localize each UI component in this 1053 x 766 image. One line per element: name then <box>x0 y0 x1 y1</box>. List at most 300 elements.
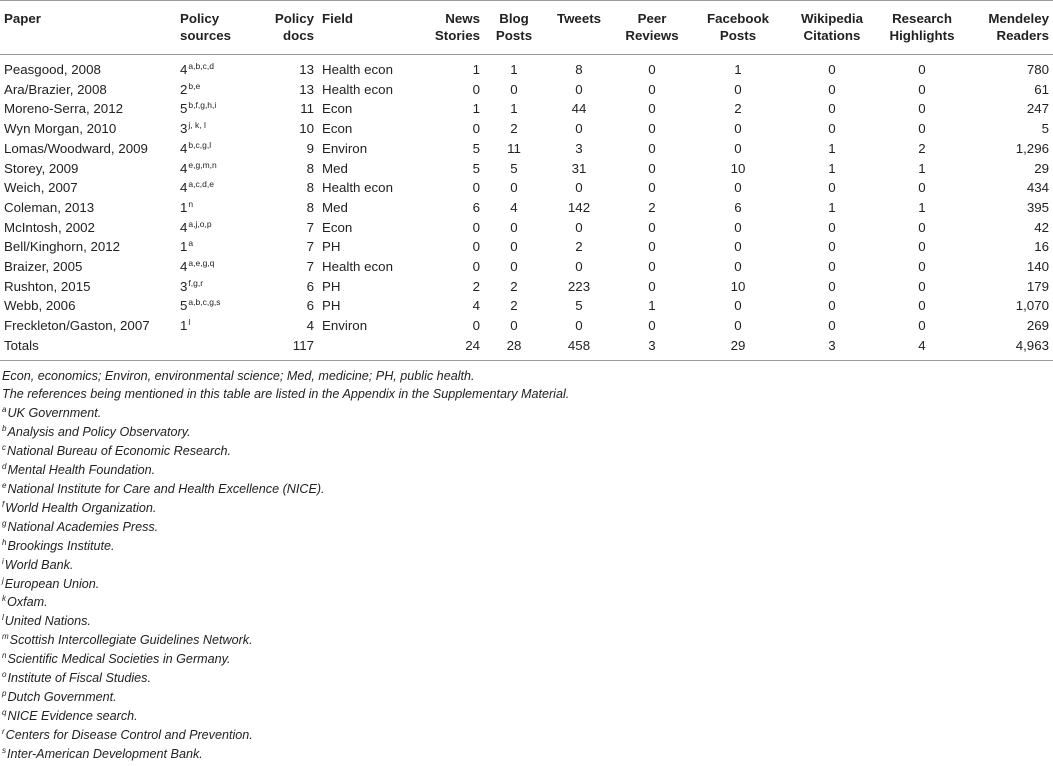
cell-paper <box>0 198 176 218</box>
cell-news-stories-value: 4 <box>472 298 480 314</box>
table-row <box>0 218 1053 238</box>
header-blog-posts: Blog Posts <box>484 1 544 55</box>
footnote-text: National Bureau of Economic Research. <box>7 444 232 459</box>
cell-research-highlights-value: 0 <box>918 180 926 196</box>
cell-mendeley-readers-value: 269 <box>1026 318 1049 334</box>
cell-facebook-posts <box>690 119 786 139</box>
cell-policy-sources <box>176 178 260 198</box>
cell-news-stories <box>414 237 484 257</box>
cell-wikipedia-citations-value: 3 <box>828 337 836 353</box>
cell-peer-reviews-value: 0 <box>648 101 656 117</box>
cell-blog-posts-value: 2 <box>510 278 518 294</box>
cell-wikipedia-citations-value: 0 <box>828 239 836 255</box>
footnote-item <box>2 499 1053 518</box>
cell-wikipedia-citations <box>786 277 878 297</box>
footnote-marker: f,g,r <box>188 277 204 288</box>
cell-facebook-posts-value: 0 <box>734 81 742 97</box>
cell-wikipedia-citations <box>786 178 878 198</box>
cell-field-value: Health econ <box>322 62 393 77</box>
cell-paper <box>0 159 176 179</box>
cell-wikipedia-citations-value: 0 <box>828 219 836 235</box>
cell-peer-reviews-value: 0 <box>648 81 656 97</box>
cell-news-stories-value: 0 <box>472 318 480 334</box>
cell-policy-docs-value: 8 <box>306 199 314 215</box>
cell-peer-reviews-value: 0 <box>648 121 656 137</box>
cell-wikipedia-citations-value: 0 <box>828 259 836 275</box>
cell-policy-sources <box>176 277 260 297</box>
cell-field-value: Health econ <box>322 180 393 196</box>
cell-policy-docs <box>260 336 318 360</box>
cell-field <box>318 296 414 316</box>
cell-mendeley-readers-value: 179 <box>1026 278 1049 294</box>
cell-policy-sources <box>176 218 260 238</box>
cell-peer-reviews <box>614 139 690 159</box>
cell-blog-posts <box>484 198 544 218</box>
cell-wikipedia-citations <box>786 55 878 80</box>
cell-field-value: Environ <box>322 140 368 156</box>
footnote-text: Institute of Fiscal Studies. <box>7 671 151 686</box>
cell-facebook-posts-value: 0 <box>734 121 742 137</box>
cell-field-value: Med <box>322 160 348 176</box>
cell-mendeley-readers <box>966 237 1053 257</box>
cell-news-stories <box>414 55 484 80</box>
cell-paper <box>0 237 176 257</box>
cell-tweets <box>544 159 614 179</box>
table-row <box>0 178 1053 198</box>
footnote-mark: k <box>2 594 6 604</box>
cell-policy-sources <box>176 119 260 139</box>
cell-research-highlights <box>878 237 966 257</box>
cell-blog-posts <box>484 159 544 179</box>
cell-policy-docs-value: 13 <box>299 81 314 97</box>
cell-wikipedia-citations-value: 0 <box>828 278 836 294</box>
cell-policy-docs <box>260 277 318 297</box>
footnote-text: United Nations. <box>4 614 91 629</box>
cell-blog-posts <box>484 257 544 277</box>
cell-policy-sources <box>176 198 260 218</box>
cell-policy-docs <box>260 80 318 100</box>
cell-mendeley-readers <box>966 277 1053 297</box>
cell-research-highlights-value: 0 <box>918 219 926 235</box>
cell-paper-value: McIntosh, 2002 <box>4 219 95 235</box>
cell-facebook-posts <box>690 316 786 336</box>
cell-wikipedia-citations-value: 0 <box>828 101 836 117</box>
cell-peer-reviews <box>614 257 690 277</box>
cell-news-stories <box>414 178 484 198</box>
cell-news-stories-value: 5 <box>472 160 480 176</box>
footnote-text: Scientific Medical Societies in Germany. <box>7 652 231 667</box>
footnote-marker: a,b,c,g,s <box>188 297 221 308</box>
cell-field <box>318 178 414 198</box>
cell-paper-value: Wyn Morgan, 2010 <box>4 121 117 137</box>
cell-field <box>318 316 414 336</box>
cell-tweets <box>544 198 614 218</box>
cell-facebook-posts-value: 2 <box>734 101 742 117</box>
footnote-marker: b,f,g,h,i <box>188 100 217 111</box>
cell-paper-value: Webb, 2006 <box>4 298 76 314</box>
cell-research-highlights <box>878 178 966 198</box>
cell-tweets-value: 0 <box>575 318 583 334</box>
cell-facebook-posts <box>690 80 786 100</box>
cell-mendeley-readers <box>966 218 1053 238</box>
footnote-marker: j, k, l <box>188 120 206 131</box>
cell-policy-docs <box>260 99 318 119</box>
cell-facebook-posts-value: 0 <box>734 259 742 275</box>
cell-news-stories <box>414 277 484 297</box>
cell-peer-reviews-value: 0 <box>648 259 656 275</box>
cell-peer-reviews <box>614 316 690 336</box>
cell-research-highlights <box>878 99 966 119</box>
cell-news-stories-value: 24 <box>465 337 480 353</box>
cell-paper-value: Lomas/Woodward, 2009 <box>4 140 148 156</box>
cell-peer-reviews <box>614 296 690 316</box>
cell-peer-reviews-value: 0 <box>648 62 656 77</box>
cell-peer-reviews <box>614 55 690 80</box>
footnote-text: European Union. <box>4 576 100 591</box>
cell-mendeley-readers <box>966 119 1053 139</box>
footnote-marker: a,b,c,d <box>188 61 214 71</box>
cell-tweets <box>544 119 614 139</box>
cell-research-highlights-value: 0 <box>918 259 926 275</box>
cell-policy-sources-value: 4 <box>180 259 188 275</box>
cell-policy-docs <box>260 178 318 198</box>
cell-mendeley-readers-value: 16 <box>1034 239 1049 255</box>
header-row <box>0 1 1053 55</box>
cell-policy-sources <box>176 139 260 159</box>
cell-paper-value: Totals <box>4 337 39 353</box>
cell-research-highlights-value: 0 <box>918 101 926 117</box>
cell-field <box>318 257 414 277</box>
cell-research-highlights <box>878 316 966 336</box>
cell-news-stories <box>414 99 484 119</box>
cell-policy-docs-value: 10 <box>299 121 314 137</box>
footnote-mark: a <box>2 405 7 415</box>
cell-wikipedia-citations <box>786 139 878 159</box>
cell-facebook-posts <box>690 237 786 257</box>
cell-policy-sources <box>176 257 260 277</box>
header-wikipedia-citations: Wikipedia Citations <box>786 1 878 55</box>
cell-blog-posts <box>484 139 544 159</box>
header-paper: Paper <box>0 1 176 55</box>
cell-research-highlights <box>878 119 966 139</box>
footnote-marker: b,c,g,l <box>188 139 212 150</box>
totals-row <box>0 336 1053 360</box>
footnote-item <box>2 537 1053 556</box>
cell-research-highlights-value: 1 <box>918 199 926 215</box>
cell-field <box>318 80 414 100</box>
footnote-text: National Academies Press. <box>7 519 159 534</box>
footnote-text: World Health Organization. <box>5 500 157 515</box>
cell-tweets <box>544 237 614 257</box>
cell-mendeley-readers <box>966 55 1053 80</box>
table-row <box>0 198 1053 218</box>
cell-facebook-posts <box>690 55 786 80</box>
footnote-item <box>2 518 1053 537</box>
cell-policy-sources <box>176 80 260 100</box>
cell-research-highlights-value: 2 <box>918 140 926 156</box>
cell-peer-reviews <box>614 218 690 238</box>
cell-field <box>318 277 414 297</box>
cell-mendeley-readers-value: 1,070 <box>1015 298 1049 314</box>
cell-tweets-value: 2 <box>575 239 583 255</box>
cell-paper-value: Weich, 2007 <box>4 180 78 196</box>
footnote-item <box>2 650 1053 669</box>
cell-wikipedia-citations-value: 0 <box>828 180 836 196</box>
cell-tweets <box>544 257 614 277</box>
cell-news-stories <box>414 198 484 218</box>
cell-policy-docs-value: 6 <box>306 298 314 314</box>
cell-news-stories <box>414 316 484 336</box>
cell-policy-sources-value: 1 <box>180 199 188 215</box>
cell-mendeley-readers-value: 5 <box>1041 121 1049 137</box>
cell-policy-docs <box>260 218 318 238</box>
cell-paper <box>0 99 176 119</box>
cell-policy-sources <box>176 296 260 316</box>
cell-research-highlights <box>878 55 966 80</box>
cell-wikipedia-citations-value: 0 <box>828 62 836 77</box>
cell-wikipedia-citations <box>786 316 878 336</box>
cell-mendeley-readers-value: 61 <box>1034 81 1049 97</box>
cell-policy-docs <box>260 139 318 159</box>
references-note: The references being mentioned in this table are listed in the Appendix in the Supplementary Material. <box>2 387 570 402</box>
footnote-mark: i <box>2 556 4 566</box>
table-row <box>0 159 1053 179</box>
header-field: Field <box>318 1 414 55</box>
cell-research-highlights-value: 1 <box>918 160 926 176</box>
header-policy-docs: Policy docs <box>260 1 318 55</box>
footnote-mark: f <box>2 499 5 509</box>
footnote-item <box>2 575 1053 594</box>
footnote-text: Analysis and Policy Observatory. <box>7 425 191 440</box>
cell-paper <box>0 139 176 159</box>
cell-paper <box>0 80 176 100</box>
cell-blog-posts-value: 0 <box>510 318 518 334</box>
cell-wikipedia-citations-value: 0 <box>828 121 836 137</box>
cell-wikipedia-citations-value: 1 <box>828 140 836 156</box>
cell-blog-posts <box>484 80 544 100</box>
cell-tweets <box>544 316 614 336</box>
cell-mendeley-readers-value: 1,296 <box>1015 140 1049 156</box>
cell-policy-sources-value: 5 <box>180 298 188 314</box>
cell-blog-posts <box>484 296 544 316</box>
cell-facebook-posts-value: 0 <box>734 140 742 156</box>
footnote-mark: n <box>2 651 7 661</box>
footnote-text: NICE Evidence search. <box>7 708 138 723</box>
cell-policy-docs <box>260 257 318 277</box>
cell-peer-reviews <box>614 277 690 297</box>
cell-blog-posts-value: 5 <box>510 160 518 176</box>
cell-policy-docs <box>260 198 318 218</box>
cell-peer-reviews-value: 0 <box>648 318 656 334</box>
table-row <box>0 80 1053 100</box>
footnote-item <box>2 593 1053 612</box>
footnote-mark: b <box>2 424 7 434</box>
cell-paper <box>0 296 176 316</box>
cell-research-highlights-value: 0 <box>918 239 926 255</box>
footnote-mark: c <box>2 443 6 453</box>
cell-policy-sources-value: 4 <box>180 180 188 196</box>
cell-mendeley-readers-value: 247 <box>1026 101 1049 117</box>
footnote-text: World Bank. <box>4 557 74 572</box>
cell-tweets-value: 5 <box>575 298 583 314</box>
cell-peer-reviews-value: 3 <box>648 337 656 353</box>
footnote-mark: h <box>2 537 7 547</box>
cell-tweets <box>544 178 614 198</box>
cell-tweets-value: 31 <box>571 160 587 176</box>
cell-news-stories-value: 1 <box>472 101 480 117</box>
cell-mendeley-readers <box>966 99 1053 119</box>
footnote-item <box>2 745 1053 764</box>
footnote-text: National Institute for Care and Health Excellence (NICE). <box>7 481 325 496</box>
cell-peer-reviews <box>614 237 690 257</box>
cell-peer-reviews <box>614 178 690 198</box>
cell-paper-value: Coleman, 2013 <box>4 199 95 215</box>
footnote-item <box>2 669 1053 688</box>
cell-peer-reviews <box>614 80 690 100</box>
cell-facebook-posts-value: 10 <box>730 278 746 294</box>
cell-policy-sources <box>176 159 260 179</box>
cell-policy-docs <box>260 296 318 316</box>
cell-wikipedia-citations <box>786 336 878 360</box>
cell-research-highlights-value: 0 <box>918 81 926 97</box>
cell-paper-value: Peasgood, 2008 <box>4 62 101 77</box>
cell-research-highlights <box>878 257 966 277</box>
cell-facebook-posts <box>690 198 786 218</box>
footnote-mark: l <box>2 613 4 623</box>
cell-policy-docs-value: 4 <box>306 318 314 334</box>
cell-paper <box>0 336 176 360</box>
footnote-item <box>2 612 1053 631</box>
abbreviations-note: Econ, economics; Environ, environmental science; Med, medicine; PH, public health. <box>2 368 475 383</box>
cell-paper <box>0 218 176 238</box>
cell-facebook-posts <box>690 99 786 119</box>
cell-facebook-posts <box>690 336 786 360</box>
cell-research-highlights <box>878 159 966 179</box>
cell-news-stories <box>414 80 484 100</box>
cell-tweets-value: 0 <box>575 219 583 235</box>
table-row <box>0 277 1053 297</box>
cell-mendeley-readers <box>966 198 1053 218</box>
cell-field-value: Health econ <box>322 81 393 97</box>
footnote-marker: e,g,m,n <box>188 159 217 170</box>
footnote-text: UK Government. <box>7 406 102 421</box>
cell-research-highlights-value: 0 <box>918 318 926 334</box>
cell-policy-docs <box>260 55 318 80</box>
cell-policy-docs <box>260 237 318 257</box>
cell-policy-sources-value: 4 <box>180 62 188 77</box>
cell-field <box>318 99 414 119</box>
cell-field <box>318 159 414 179</box>
cell-paper <box>0 178 176 198</box>
footnote-mark: r <box>2 726 5 736</box>
cell-paper-value: Storey, 2009 <box>4 160 79 176</box>
cell-facebook-posts <box>690 296 786 316</box>
cell-news-stories-value: 0 <box>472 239 480 255</box>
table-row <box>0 119 1053 139</box>
cell-news-stories-value: 0 <box>472 81 480 97</box>
table-row <box>0 55 1053 80</box>
cell-research-highlights <box>878 80 966 100</box>
cell-research-highlights-value: 4 <box>918 337 926 353</box>
cell-paper <box>0 119 176 139</box>
cell-policy-sources-value: 5 <box>180 101 188 117</box>
footnote-marker: b,e <box>188 80 201 91</box>
cell-blog-posts-value: 2 <box>510 121 518 137</box>
table-row <box>0 296 1053 316</box>
cell-peer-reviews <box>614 159 690 179</box>
cell-paper-value: Moreno-Serra, 2012 <box>4 101 123 117</box>
cell-policy-sources-value: 1 <box>180 318 188 334</box>
cell-blog-posts <box>484 178 544 198</box>
cell-tweets-value: 0 <box>575 121 583 137</box>
cell-research-highlights <box>878 139 966 159</box>
cell-mendeley-readers <box>966 139 1053 159</box>
footnote-mark: d <box>2 462 7 472</box>
cell-policy-docs-value: 9 <box>306 140 314 156</box>
cell-mendeley-readers-value: 434 <box>1026 180 1049 196</box>
cell-wikipedia-citations-value: 0 <box>828 318 836 334</box>
cell-blog-posts-value: 0 <box>510 259 518 275</box>
cell-policy-docs-value: 7 <box>306 239 314 255</box>
table-row <box>0 316 1053 336</box>
cell-policy-docs-value: 7 <box>306 219 314 235</box>
footnote-text: Inter-American Development Bank. <box>7 746 203 761</box>
cell-mendeley-readers <box>966 80 1053 100</box>
header-research-highlights: Research Highlights <box>878 1 966 55</box>
footnote-list <box>2 404 1053 763</box>
cell-field-value: PH <box>322 298 341 314</box>
cell-research-highlights <box>878 218 966 238</box>
cell-paper-value: Ara/Brazier, 2008 <box>4 81 107 97</box>
cell-facebook-posts-value: 1 <box>734 62 742 77</box>
table-row <box>0 99 1053 119</box>
cell-tweets-value: 223 <box>567 278 591 294</box>
cell-paper-value: Bell/Kinghorn, 2012 <box>4 239 121 255</box>
cell-tweets <box>544 296 614 316</box>
cell-news-stories-value: 5 <box>472 140 480 156</box>
cell-peer-reviews-value: 0 <box>648 219 656 235</box>
cell-tweets-value: 0 <box>575 81 583 97</box>
cell-policy-docs-value: 8 <box>306 180 314 196</box>
cell-mendeley-readers-value: 42 <box>1034 219 1049 235</box>
cell-blog-posts <box>484 99 544 119</box>
cell-blog-posts-value: 0 <box>510 219 518 235</box>
cell-blog-posts-value: 1 <box>510 62 518 77</box>
cell-mendeley-readers <box>966 316 1053 336</box>
cell-tweets-value: 142 <box>567 199 591 215</box>
cell-news-stories <box>414 336 484 360</box>
cell-news-stories <box>414 296 484 316</box>
cell-field <box>318 55 414 80</box>
header-news-stories: News Stories <box>414 1 484 55</box>
cell-policy-sources <box>176 99 260 119</box>
cell-tweets-value: 3 <box>575 140 583 156</box>
cell-facebook-posts <box>690 277 786 297</box>
cell-policy-sources-value: 3 <box>180 121 188 137</box>
cell-wikipedia-citations-value: 1 <box>828 199 836 215</box>
cell-news-stories <box>414 257 484 277</box>
footnote-text: Centers for Disease Control and Prevention. <box>5 727 253 742</box>
cell-wikipedia-citations <box>786 296 878 316</box>
cell-peer-reviews <box>614 119 690 139</box>
cell-policy-sources <box>176 336 260 360</box>
footnote-marker: a,e,g,q <box>188 258 215 269</box>
cell-paper <box>0 316 176 336</box>
cell-research-highlights <box>878 336 966 360</box>
cell-mendeley-readers-value: 4,963 <box>1015 337 1049 353</box>
cell-blog-posts <box>484 277 544 297</box>
footnote-text: Brookings Institute. <box>7 538 115 553</box>
